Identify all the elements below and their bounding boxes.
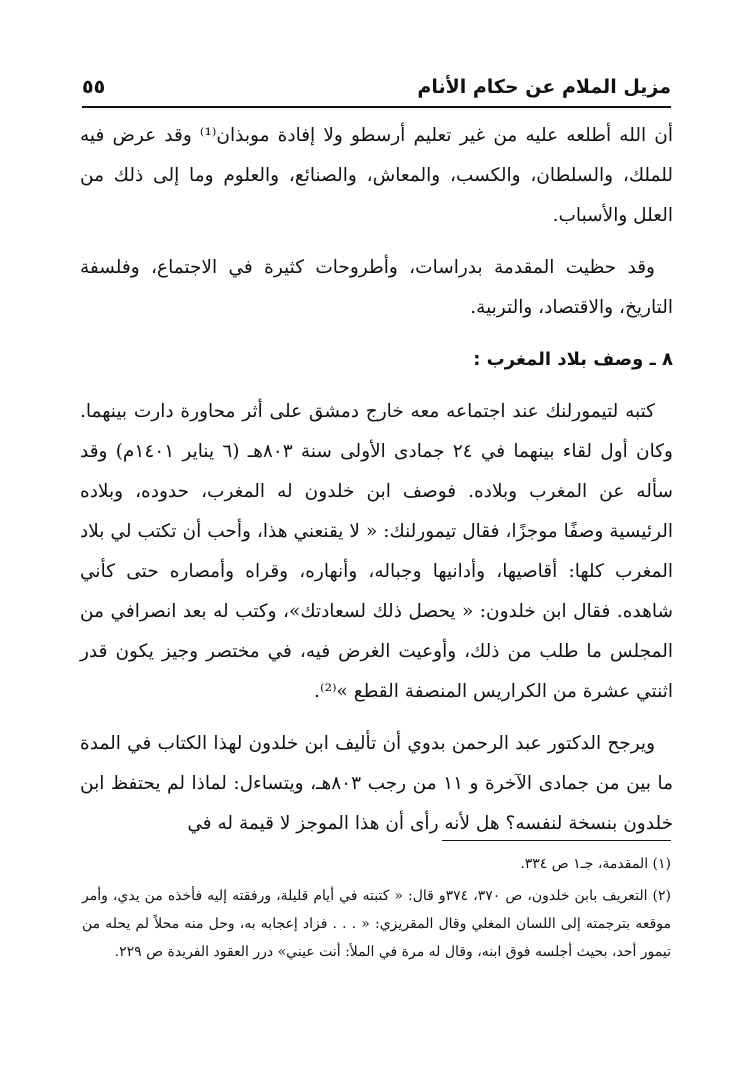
- paragraph-gap: [80, 328, 673, 340]
- paragraph-gap: [80, 712, 673, 724]
- paragraph-muqaddima: أن الله أطلعه عليه من غير تعليم أرسطو ولا إفادة موبذان⁽¹⁾ وقد عرض فيه للملك، والسلطان، والكسب، والمعاش، والصنائع، والعلوم وما إلى ذلك من العلل والأسباب.: [80, 125, 673, 226]
- section-heading: ٨ ـ وصف بلاد المغرب :: [473, 349, 673, 370]
- header-divider: [82, 106, 671, 108]
- header-title: مزيل الملام عن حكام الأنام: [417, 76, 671, 98]
- paragraph-badawi: ويرجح الدكتور عبد الرحمن بدوي أن تأليف ابن خلدون لهذا الكتاب في المدة ما بين من جمادى الآخرة و ١١ من رجب ٨٠٣هـ، ويتساءل: لماذا لم يحتفظ ابن خلدون بنسخة لنفسه؟ هل لأنه رأى أن هذا الموجز لا قيمة له في: [80, 733, 673, 834]
- paragraph-studies: وقد حظيت المقدمة بدراسات، وأطروحات كثيرة في الاجتماع، وفلسفة التاريخ، والاقتصاد، والتربية.: [80, 257, 673, 318]
- page-number: ٥٥: [82, 76, 106, 98]
- footnotes: [82, 850, 671, 966]
- paragraph-maghreb: كتبه لتيمورلنك عند اجتماعه معه خارج دمشق على أثر محاورة دارت بينهما. وكان أول لقاء بينهما في ٢٤ جمادى الأولى سنة ٨٠٣هـ (٦ يناير ١٤٠١م) وقد سأله عن المغرب وبلاده. فوصف ابن خلدون له المغرب، حدوده، وبلاده الرئيسية وصفًا موجزًا، فقال تيمورلنك: « لا يقنعني هذا، وأحب أن تكتب لي بلاد المغرب كلها: أقاصيها، وأدانيها وجباله، وأنهاره، وقراه وأمصاره حتى كأني شاهده. فقال ابن خلدون: « يحصل ذلك لسعادتك»، وكتب له بعد انصرافي من المجلس ما طلب من ذلك، وأوعيت الغرض فيه، في مختصر وجيز يكون قدر اثنتي عشرة من الكراريس المنصفة القطع »⁽²⁾.: [80, 401, 673, 702]
- paragraph-gap: [80, 236, 673, 248]
- running-header: [82, 70, 671, 106]
- footnote-2: (٢) التعريف بابن خلدون، ص ٣٧٠، ٣٧٤و قال: « كتبته في أيام قليلة، ورفقته إليه فأخذه من يدي، وأمر موقعه بترجمته إلى اللسان المغلي وقال المقريزي: « . . . فزاد إعجابه به، وحل منه محلاً لم يحله من تيمور أحد، بحيث أجلسه فوق ابنه، وقال له مرة في الملأ: أنت عيني» درر العقود الفريدة ص ٢٢٩.: [82, 888, 672, 960]
- paragraph-gap: [80, 380, 673, 392]
- main-text: [80, 116, 673, 844]
- footnote-divider: [442, 840, 671, 841]
- footnote-1: (١) المقدمة، جـ١ ص ٣٣٤.: [520, 856, 671, 872]
